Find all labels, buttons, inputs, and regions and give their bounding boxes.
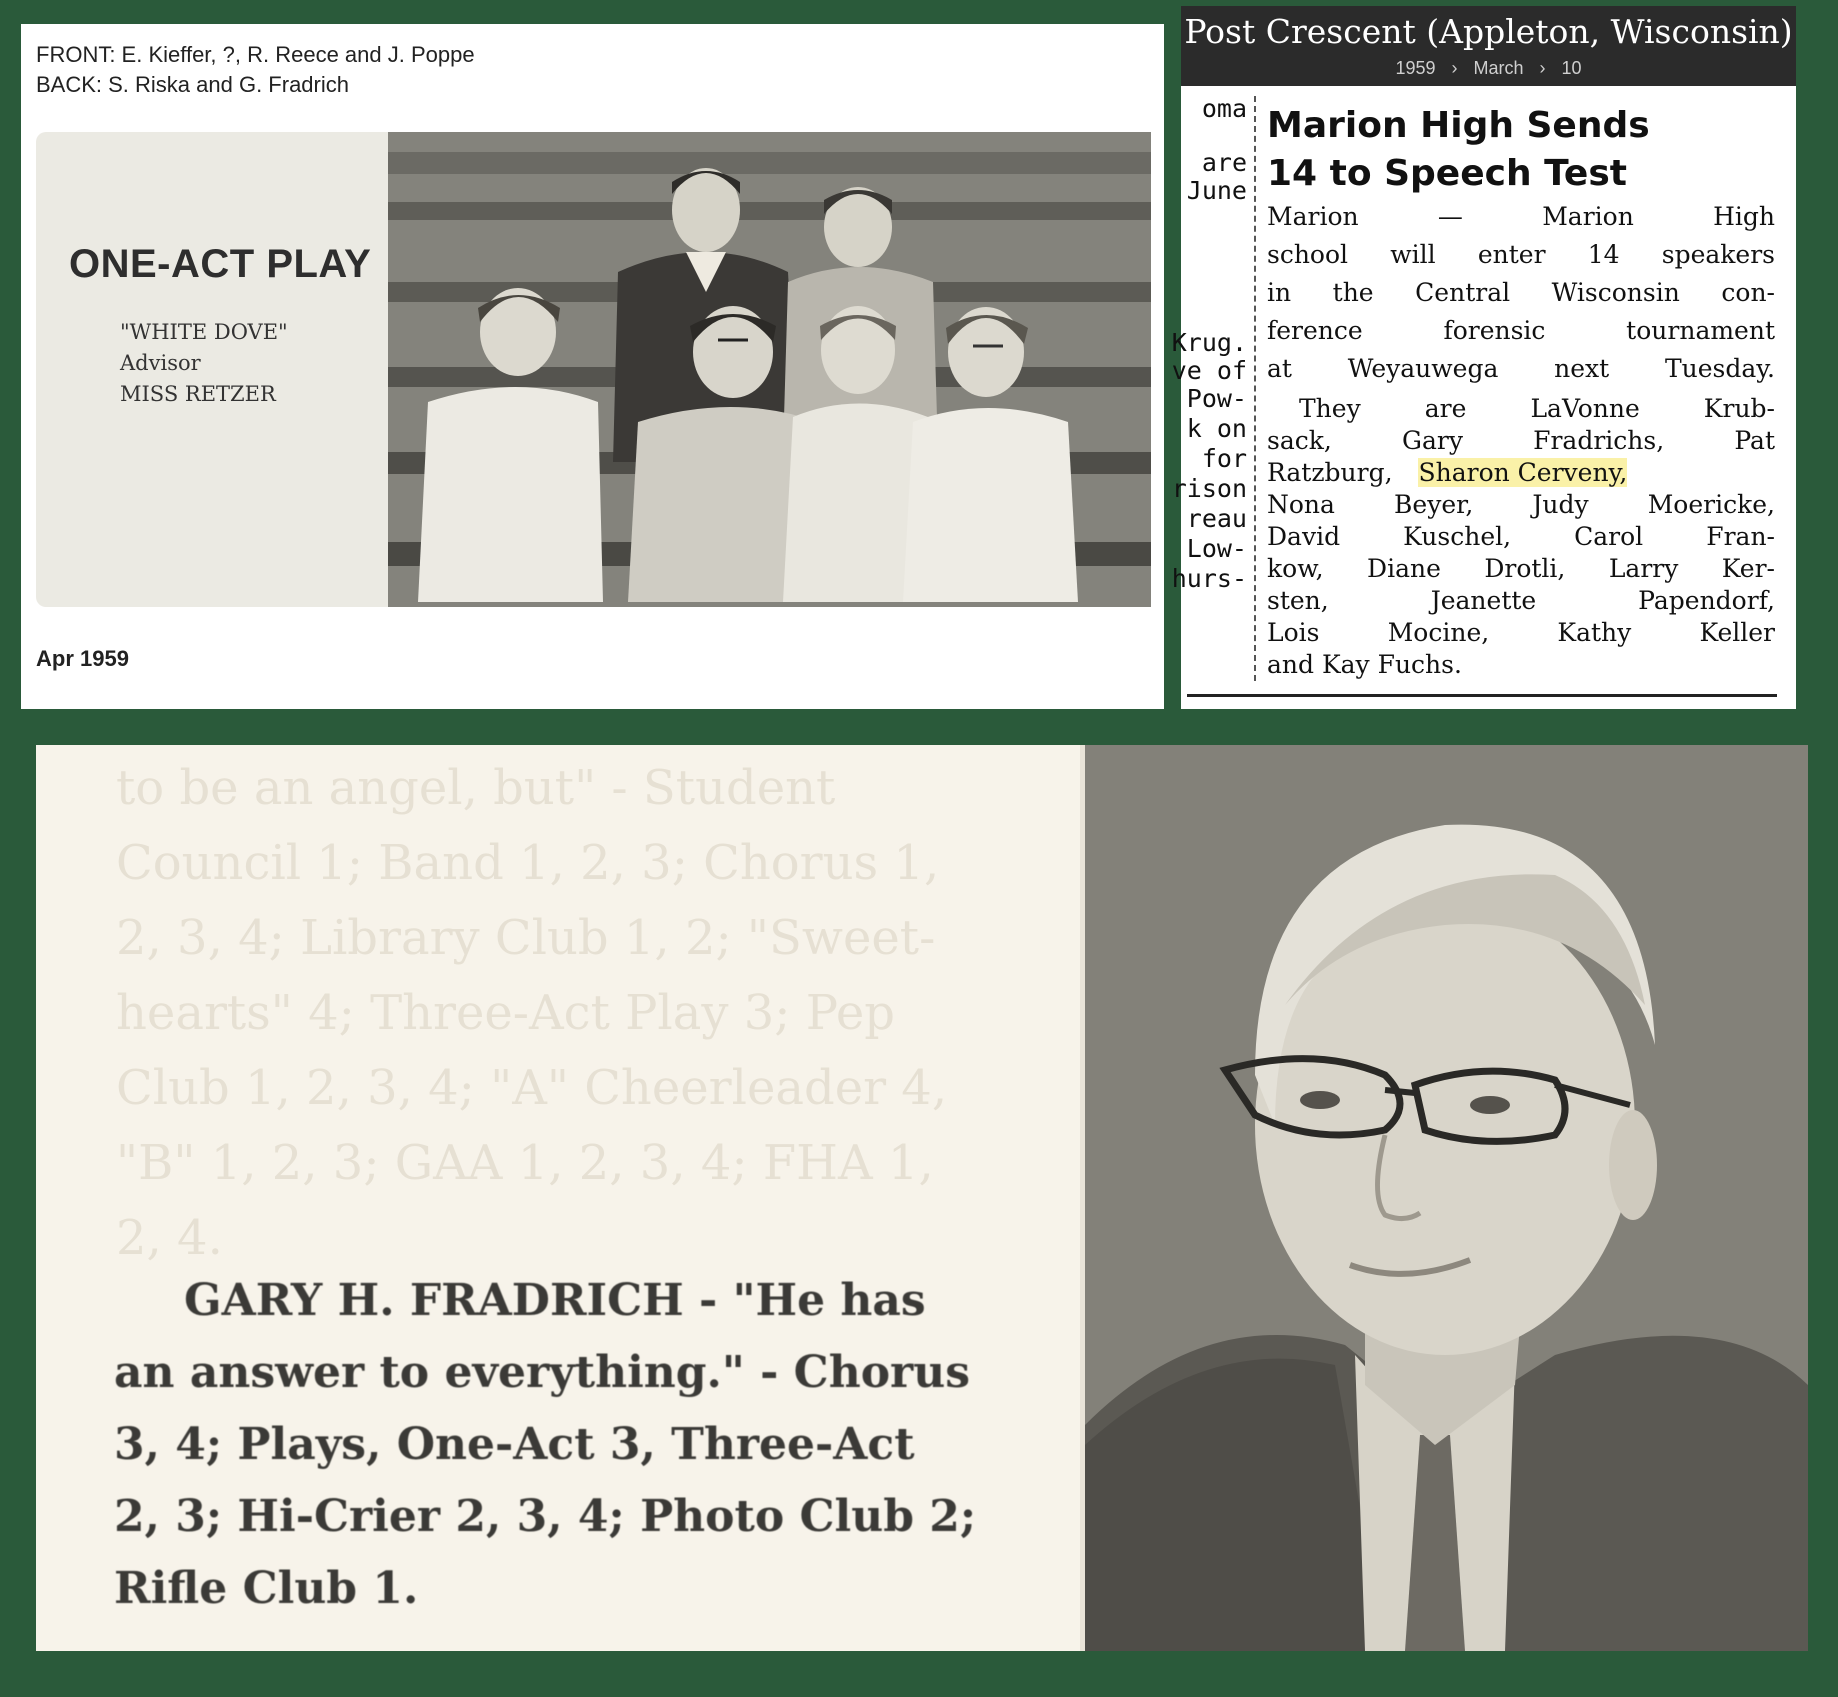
column-rule	[1254, 96, 1257, 681]
article-line: at Weyauwega next Tuesday.	[1267, 354, 1775, 383]
faded-previous-entry	[116, 751, 1016, 1276]
newspaper-name: Post Crescent (Appleton, Wisconsin)	[1184, 12, 1793, 51]
fragment-text: Low-	[1186, 534, 1247, 563]
yearbook-page-scan	[36, 132, 1151, 607]
faded-line: "B" 1, 2, 3; GAA 1, 2, 3, 4; FHA 1,	[116, 1135, 934, 1191]
newspaper-clipping-panel	[1171, 6, 1796, 709]
club-title: ONE-ACT PLAY	[69, 242, 372, 286]
article-end-rule	[1187, 694, 1777, 697]
fragment-text: for	[1201, 444, 1247, 473]
highlighted-name: Sharon Cerveny,	[1418, 458, 1628, 487]
fragment-text: k on	[1186, 414, 1247, 443]
article-line: ference forensic tournament	[1267, 316, 1775, 345]
adjacent-column-fragments	[1171, 86, 1253, 709]
advisor-name: MISS RETZER	[120, 382, 276, 406]
entry-line: GARY H. FRADRICH - "He has	[184, 1275, 926, 1326]
faded-line: 2, 4.	[116, 1210, 223, 1266]
breadcrumb-day[interactable]: 10	[1561, 58, 1582, 78]
article-line: in the Central Wisconsin con-	[1267, 278, 1775, 307]
article-line: kow, Diane Drotli, Larry Ker-	[1267, 554, 1775, 583]
fragment-text: reau	[1186, 504, 1247, 533]
article-line: David Kuschel, Carol Fran-	[1267, 522, 1775, 551]
article-headline	[1267, 102, 1650, 198]
fragment-text: Pow-	[1186, 384, 1247, 413]
photo-date: Apr 1959	[36, 646, 129, 671]
play-name: "WHITE DOVE"	[120, 320, 288, 344]
faded-line: Council 1; Band 1, 2, 3; Chorus 1,	[116, 835, 940, 891]
fragment-text: rison	[1171, 474, 1247, 503]
caption-front: FRONT: E. Kieffer, ?, R. Reece and J. Poppe	[36, 42, 475, 67]
article-line-text: Ratzburg,	[1267, 458, 1393, 487]
entry-line: 2, 3; Hi-Crier 2, 3, 4; Photo Club 2;	[114, 1491, 977, 1542]
fragment-text: hurs-	[1171, 564, 1247, 593]
article-line: They are LaVonne Krub-	[1299, 394, 1775, 423]
caption-back: BACK: S. Riska and G. Fradrich	[36, 72, 349, 97]
fragment-text: June	[1186, 176, 1247, 205]
faded-line: hearts" 4; Three-Act Play 3; Pep	[116, 985, 895, 1041]
faded-line: to be an angel, but" - Student	[116, 760, 836, 816]
breadcrumb-month[interactable]: March	[1473, 58, 1524, 78]
article-line: sack, Gary Fradrichs, Pat	[1267, 426, 1775, 455]
article-line: Nona Beyer, Judy Moericke,	[1267, 490, 1775, 519]
advisor-label: Advisor	[120, 351, 201, 375]
article-line: Marion — Marion High	[1267, 202, 1775, 231]
headline-line: Marion High Sends	[1267, 105, 1650, 146]
entry-line: Rifle Club 1.	[114, 1563, 419, 1614]
breadcrumb-separator: ›	[1451, 58, 1458, 78]
headline-line: 14 to Speech Test	[1267, 153, 1627, 194]
group-photo-illustration	[388, 132, 1151, 607]
article-line: school will enter 14 speakers	[1267, 240, 1775, 269]
article-line: sten, Jeanette Papendorf,	[1267, 586, 1775, 615]
breadcrumb-year[interactable]: 1959	[1395, 58, 1436, 78]
portrait-illustration	[1085, 745, 1808, 1651]
senior-yearbook-entry-panel	[36, 745, 1808, 1651]
fragment-text: oma	[1201, 94, 1247, 123]
entry-line: 3, 4; Plays, One-Act 3, Three-Act	[114, 1419, 915, 1470]
date-breadcrumb	[1181, 58, 1796, 79]
article-line	[1267, 458, 1775, 487]
senior-portrait-photo	[1085, 745, 1808, 1651]
newspaper-article	[1171, 86, 1796, 709]
article-line: and Kay Fuchs.	[1267, 650, 1462, 679]
newspaper-header	[1181, 6, 1796, 86]
fragment-text: are	[1201, 148, 1247, 177]
entry-line: an answer to everything." - Chorus	[114, 1347, 970, 1398]
club-photo-card	[21, 24, 1164, 709]
faded-line: 2, 3, 4; Library Club 1, 2; "Sweet-	[116, 910, 936, 966]
article-line: Lois Mocine, Kathy Keller	[1267, 618, 1775, 647]
fragment-text: Krug.	[1171, 328, 1247, 357]
fragment-text: ve of	[1171, 356, 1247, 385]
club-group-photo	[388, 132, 1151, 607]
faded-line: Club 1, 2, 3, 4; "A" Cheerleader 4,	[116, 1060, 948, 1116]
breadcrumb-separator: ›	[1539, 58, 1546, 78]
